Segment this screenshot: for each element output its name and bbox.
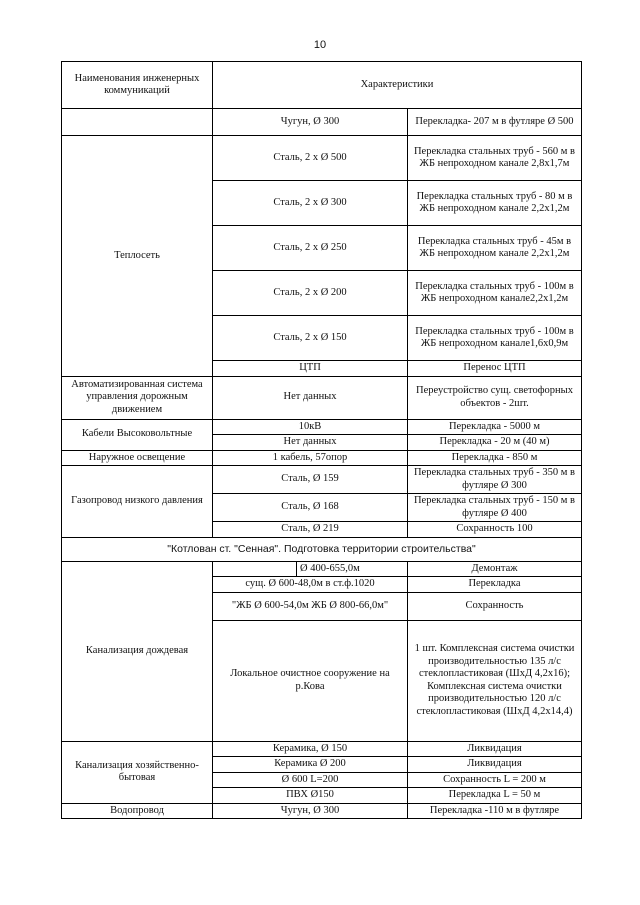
page-number: 10 bbox=[313, 39, 327, 51]
row-work: Перекладка стальных труб - 80 м в ЖБ непроходном канале 2,2х1,2м bbox=[408, 181, 582, 226]
row-work: Демонтаж bbox=[408, 561, 582, 577]
row-work: Перекладка - 20 м (40 м) bbox=[408, 435, 582, 451]
row-work: Перекладка L = 50 м bbox=[408, 788, 582, 804]
row-work: Перекладка - 850 м bbox=[408, 450, 582, 466]
row-spec: Сталь, Ø 159 bbox=[213, 466, 408, 494]
row-work: Перекладка- 207 м в футляре Ø 500 bbox=[408, 109, 582, 136]
row-spec: Нет данных bbox=[213, 376, 408, 419]
header-characteristics: Характеристики bbox=[213, 62, 582, 109]
table-row bbox=[62, 803, 582, 819]
row-work: Переустройство сущ. светофорных объектов - 2шт. bbox=[408, 376, 582, 419]
row-spec: Сталь, 2 х Ø 500 bbox=[213, 136, 408, 181]
row-name-water: Водопровод bbox=[62, 803, 213, 819]
row-spec: Керамика Ø 200 bbox=[213, 757, 408, 773]
row-spec: Чугун, Ø 300 bbox=[213, 803, 408, 819]
row-spec: Сталь, 2 х Ø 250 bbox=[213, 226, 408, 271]
row-name-gas: Газопровод низкого давления bbox=[62, 466, 213, 538]
row-spec: Локальное очистное сооружение на р.Кова bbox=[213, 620, 408, 741]
table-row bbox=[62, 419, 582, 435]
row-spec: Сталь, Ø 168 bbox=[213, 494, 408, 522]
row-work: Перенос ЦТП bbox=[408, 361, 582, 377]
row-work: Сохранность 100 bbox=[408, 522, 582, 538]
row-spec: 1 кабель, 57опор bbox=[213, 450, 408, 466]
row-spec: Нет данных bbox=[213, 435, 408, 451]
row-spec: "ЖБ Ø 600-54,0м ЖБ Ø 800-66,0м" bbox=[213, 592, 408, 620]
row-name-lighting: Наружное освещение bbox=[62, 450, 213, 466]
row-work: Перекладка стальных труб - 100м в ЖБ непроходном канале1,6х0,9м bbox=[408, 316, 582, 361]
row-work: Ликвидация bbox=[408, 757, 582, 773]
row-name-empty bbox=[62, 109, 213, 136]
table-row bbox=[62, 741, 582, 757]
table-row bbox=[62, 466, 582, 494]
row-spec: Ø 600 L=200 bbox=[213, 772, 408, 788]
row-work: Сохранность L = 200 м bbox=[408, 772, 582, 788]
row-spec: Ø 400-655,0м bbox=[297, 561, 408, 577]
row-spec: Сталь, 2 х Ø 200 bbox=[213, 271, 408, 316]
row-spec: Сталь, 2 х Ø 150 bbox=[213, 316, 408, 361]
row-spec: Сталь, 2 х Ø 300 bbox=[213, 181, 408, 226]
row-work: 1 шт. Комплексная система очистки производительностью 135 л/с стеклопластиковая (ШхД 4,2х16); Комплексная система очистки производительностью 120 л/с стеклопластиковая (ШхД 4,2х14,4) bbox=[408, 620, 582, 741]
table-row bbox=[62, 376, 582, 419]
row-name-cables: Кабели Высоковольтные bbox=[62, 419, 213, 450]
section-row bbox=[62, 537, 582, 561]
row-spec: ПВХ Ø150 bbox=[213, 788, 408, 804]
table-header-row bbox=[62, 62, 582, 109]
row-spec: Сталь, Ø 219 bbox=[213, 522, 408, 538]
row-name-sewer: Канализация хозяйственно-бытовая bbox=[62, 741, 213, 803]
row-work: Перекладка стальных труб - 350 м в футляре Ø 300 bbox=[408, 466, 582, 494]
row-work: Перекладка стальных труб - 560 м в ЖБ непроходном канале 2,8х1,7м bbox=[408, 136, 582, 181]
row-work: Перекладка bbox=[408, 577, 582, 593]
row-work: Перекладка стальных труб - 45м в ЖБ непроходном канале 2,2х1,2м bbox=[408, 226, 582, 271]
row-name-asudd: Автоматизированная система управления дорожным движением bbox=[62, 376, 213, 419]
row-name-storm: Канализация дождевая bbox=[62, 561, 213, 741]
row-spec: Керамика, Ø 150 bbox=[213, 741, 408, 757]
section-title: "Котлован ст. "Сенная". Подготовка территории строительства" bbox=[62, 537, 582, 561]
table-row bbox=[62, 561, 582, 577]
row-name-teploset: Теплосеть bbox=[62, 136, 213, 377]
row-spec: Чугун, Ø 300 bbox=[213, 109, 408, 136]
row-spec: 10кВ bbox=[213, 419, 408, 435]
table-row bbox=[62, 136, 582, 181]
header-name-column: Наименования инженерных коммуникаций bbox=[62, 62, 213, 109]
row-work: Ликвидация bbox=[408, 741, 582, 757]
table-row bbox=[62, 109, 582, 136]
row-spec: ЦТП bbox=[213, 361, 408, 377]
row-work: Перекладка -110 м в футляре bbox=[408, 803, 582, 819]
row-work: Перекладка стальных труб - 100м в ЖБ непроходном канале2,2х1,2м bbox=[408, 271, 582, 316]
row-work: Сохранность bbox=[408, 592, 582, 620]
row-spec: сущ. Ø 600-48,0м в ст.ф.1020 bbox=[213, 577, 408, 593]
row-work: Перекладка - 5000 м bbox=[408, 419, 582, 435]
table-row bbox=[62, 450, 582, 466]
communications-table bbox=[61, 61, 582, 819]
row-work: Перекладка стальных труб - 150 м в футляре Ø 400 bbox=[408, 494, 582, 522]
